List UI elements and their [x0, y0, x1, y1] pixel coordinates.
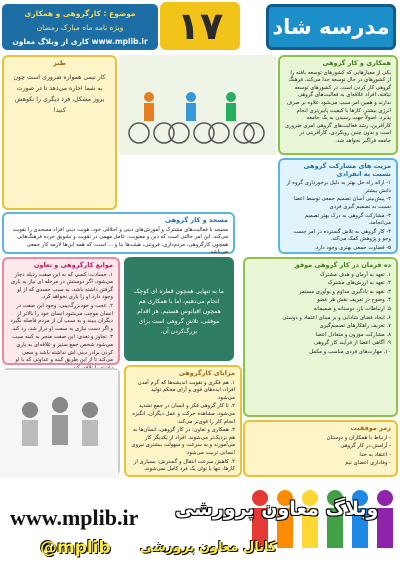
- topic-subtitle: ویژه نامه ماه مبارک رمضان: [36, 23, 124, 32]
- condition-item: ۱۰. مهارت‌های فردی مناسب و مکمل: [309, 348, 391, 355]
- conditions-card: [243, 257, 398, 417]
- condition-item: ۸. مشارکت موزون و متعادل اعضا: [315, 331, 391, 338]
- condition-item: ۹. آگاهی اعضا از فرآیند کار گروهی: [313, 340, 391, 347]
- obstacles-title: موانع کارگروهی و تعاون: [33, 261, 113, 269]
- cartoon-svg: [0, 370, 118, 478]
- success-item: - آرامش در کار گروهی: [340, 443, 391, 450]
- humor-title: طنز: [53, 59, 66, 67]
- conditions-title: ده فرمان در کار گروهی موفق: [293, 261, 391, 269]
- advantage-item: ۳. همکاری و تعاون: در کار گروهی، انسان‌ها به هم نزدیک‌تر می‌شوند. افراد از یکدیگر کار می‌آموزند و به سرعت و سهولت بیشتری نیروی انسانی تربیت می‌شود.: [131, 427, 235, 456]
- benefit-item: ۵- قضاوت جمعی بهتری وجود دارد.: [314, 244, 391, 251]
- obstacle-item: ۲. عجب و خودبزرگ‌بینی: وجود این صفت در انسان موجب می‌شود انسان خود را بالاتر از دیگران ببیند و به سبب آن از مردم فاصله بگیرد و اگر دست نیازی به سمت او دراز شد، رد کند.: [10, 302, 113, 332]
- advantage-item: ۱. هم فکری و تقویت اندیشه‌ها که گرم آمدن افراد، ایده‌های قوی و آرای محکم تولید می‌شود.: [137, 379, 235, 401]
- advantages-card: [124, 365, 242, 477]
- success-title: رمز موفقیت: [350, 424, 391, 432]
- success-item: - وفاداری اعضای تیم: [345, 460, 391, 467]
- condition-item: ۳. تعهد به یادگیری مداوم و نوآوری مستمر: [298, 288, 391, 295]
- obstacle-item: ۱. حسادت: کسی که به این صفت رذیله دچار می‌شود، اگر دوستش در مرحله ای نیاز به یاری گرفتن داشته باشد، به سبب حسدی که از او وجود دارد او را یاری نخواهد کرد.: [10, 271, 113, 301]
- obstacle-item: ۳. تجاوز و تعدی: این صفت منجر به کینه سبب می‌شود شخص جمع ستیز و علاقه‌ای به یاری کردن برادر دینی اش نداشته باشد و سعی می‌کند تا از این طریق کینه و عداوتی که با او: [12, 334, 113, 364]
- topic-source: www.mplib.ir کاری از وبلاگ معاون: [12, 37, 148, 46]
- teamwork-text: یکی از معیارهایی که کشورهای توسعه یافته را از کشورهای در حال توسعه جدا می‌کند، فرهنگ گروهی کار کردن است. در کشورهای توسعه نیافته، افراد علاقه‌ای به فعالیت‌های گروهی ندارند و همین امر سبب می‌شود علاوه بر صرف انرژی بیشتر، کارها با کیفیت پایین‌تری انجام پذیرد. اصولاً جهت رسیدن به یک جامعه کارآفرین، رشد فعالیت‌های گروهی امری ضروری است و بدون چنین رویکردی، کارآفرینی در جامعه فراگیر نخواهد شد.: [285, 69, 391, 144]
- success-item: - ارتباط با همکاران و دوستان: [326, 434, 391, 441]
- benefits-card: [278, 158, 398, 254]
- benefits-title: مزیت های مشارکت گروهی نسبت به انفرادی: [303, 162, 391, 178]
- humor-text: کار تیمی همواره ضروری است چون به شما اجاره می‌دهد تا در صورت بروز مشکل، فرد دیگری را نکوهش کنید!: [13, 73, 106, 114]
- condition-item: ۱. تعهد به آرمان و هدف مشترک: [319, 271, 391, 278]
- topic-box: [2, 4, 158, 50]
- condition-item: ۶. ایجاد فضای شادابی و بر مبنای اعتماد و دوستی: [282, 314, 391, 321]
- bikes-svg: [119, 55, 276, 155]
- condition-item: ۵. ارتباطات باز، دوستانه و صمیمانه: [313, 305, 391, 312]
- school-title: مدرسه شاد: [266, 4, 396, 50]
- advantages-title: مزایای کارگروهی: [178, 369, 235, 377]
- issue-number: ۱۷: [160, 2, 240, 50]
- teamwork-card: [278, 55, 398, 155]
- condition-item: ۷. تعریف راهکارهای تصمیم‌گیری: [319, 323, 391, 330]
- benefit-item: ۳- مشارکت گروهی به درک بهتر تصمیم می‌انجامد.: [304, 212, 391, 227]
- mosque-text: مسجد با فعالیت‌های مشترک و آموزش‌های دینی و اخلاقی خود، هویت دینی افراد مسجدی را تقویت می‌کند. این امر حالتی است که دین و معنویت، عامل مهمی در تقویت و تشویق خرده فرهنگ‌هایی همچون کارگروهی، مردم‌داری، فروتنی، هیئت‌ها بنا و ... است. که همه این‌ها لازمه کار جمعی می‌باشد.: [12, 226, 228, 256]
- team-bikes-illustration: [119, 55, 276, 155]
- benefit-item: ۲- پیش‌بینی آسان تصمیم جمعی توسط اعضا نسبت به تصمیم گیری فردی: [293, 196, 391, 210]
- blog-watermark: وبلاگ معاون پرورشی: [175, 498, 379, 520]
- benefit-item: ۱- ارائه راه حل بهتر به دلیل برخورداری گروه از دانش بیشتر: [286, 180, 391, 194]
- condition-item: ۴. وضوح در تعریف نقش هر عضو: [317, 297, 391, 304]
- site-watermark: www.mplib.ir: [10, 505, 139, 530]
- mosque-title: مسجد و کار گروهی: [165, 216, 228, 224]
- channel-watermark: کانال معاون پرورشی: [140, 540, 277, 555]
- quote-text: ما به تنهایی همچون قطره ای کوچک انجام می‌دهیم، اما با همکاری هم همچون اقیانوس هستیم. هر اقدام موفقی، تلاش گروهی است برای بزرگ‌کردن آن.: [134, 288, 224, 335]
- humor-card: [2, 55, 117, 210]
- success-card: [243, 420, 398, 477]
- obstacles-card: [2, 257, 120, 365]
- handle-watermark: @mplib: [40, 538, 111, 558]
- quote-box: [124, 257, 234, 361]
- success-item: - اعتقاد به خدا: [359, 451, 391, 458]
- benefit-item: ۴- کار گروهی به تلاش گسترده در امر جست وجو و پژوهش کمک می‌کند.: [293, 228, 391, 243]
- condition-item: ۲. تعهد به ارزش‌های مشترک: [327, 280, 391, 287]
- advantage-item: ۲. تا کار گروهی فکر و انسان در جمع تشدید می‌شود. مشاهده حرکت و عمل دیگران، انگیزه انجام کار را قوی‌تر می‌کند.: [132, 403, 235, 425]
- team-cartoon-illustration: [2, 368, 120, 476]
- topic-title: موضوع : کارگروهی و همکاری: [24, 9, 136, 18]
- mosque-card: [2, 212, 235, 254]
- teamwork-title: همکاری و کار گروهی: [322, 59, 391, 67]
- advantage-item: ۴. کاهش سرعت انتقال و گسترش: بسیاری از کارها، تنها با توان یک فرد کامل نمی‌شوند.: [133, 458, 235, 473]
